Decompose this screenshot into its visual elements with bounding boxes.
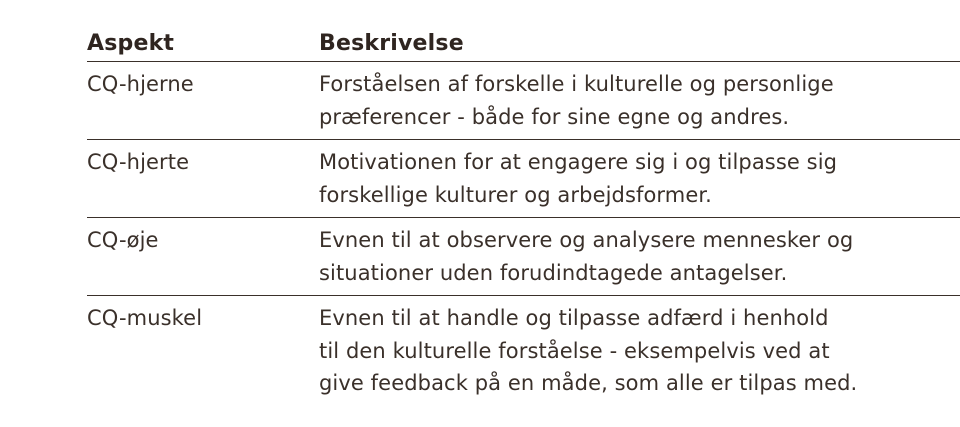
description-cell — [319, 302, 960, 400]
aspect-cell: CQ-hjerne — [87, 72, 194, 96]
aspect-cell: CQ-hjerte — [87, 150, 190, 174]
header-aspect: Aspekt — [87, 31, 175, 57]
description-cell — [319, 224, 960, 289]
description-line: Forståelsen af forskelle i kulturelle og personlige — [319, 72, 834, 96]
table-row — [87, 296, 960, 406]
header-description: Beskrivelse — [319, 31, 464, 57]
description-line: Motivationen for at engagere sig i og tilpasse sig — [319, 150, 838, 174]
description-line: give feedback på en måde, som alle er tilpas med. — [319, 371, 858, 395]
table-row — [87, 62, 960, 140]
description-line: Evnen til at handle og tilpasse adfærd i henhold — [319, 306, 829, 330]
description-line: forskellige kulturer og arbejdsformer. — [319, 182, 712, 207]
table-row — [87, 140, 960, 218]
description-line: situationer uden forudindtagede antagelser. — [319, 260, 788, 285]
aspect-table — [87, 24, 960, 406]
table-header-row — [87, 24, 960, 62]
description-line: præferencer - både for sine egne og andres. — [319, 104, 790, 129]
description-line: Evnen til at observere og analysere mennesker og — [319, 228, 854, 252]
aspect-cell: CQ-muskel — [87, 306, 203, 330]
table-row — [87, 218, 960, 296]
aspect-cell: CQ-øje — [87, 228, 159, 252]
description-cell — [319, 146, 960, 211]
description-cell — [319, 68, 960, 133]
description-line: til den kulturelle forståelse - eksempelvis ved at — [319, 338, 830, 363]
